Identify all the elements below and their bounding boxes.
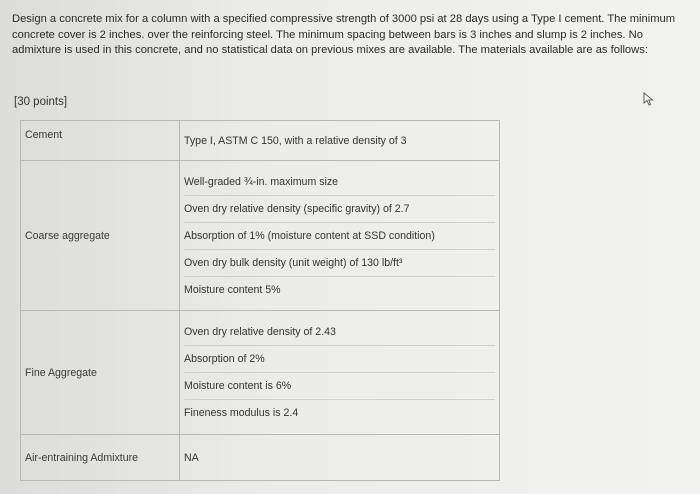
table-row	[21, 435, 500, 481]
table-row	[21, 121, 500, 161]
mouse-cursor-icon	[643, 92, 655, 106]
property-text: NA	[184, 451, 199, 464]
table-row	[21, 311, 500, 435]
property-text: Absorption of 1% (moisture content at SSD condition)	[184, 223, 495, 250]
materials-table	[20, 120, 500, 481]
cement-properties	[180, 121, 500, 161]
property-text: Well-graded ¾-in. maximum size	[184, 169, 495, 196]
points-label: [30 points]	[14, 96, 68, 108]
row-label-coarse-aggregate: Coarse aggregate	[21, 161, 180, 311]
property-text: Absorption of 2%	[184, 346, 495, 373]
property-text: Moisture content is 6%	[184, 373, 495, 400]
admixture-properties	[180, 435, 500, 481]
table-row	[21, 161, 500, 311]
property-text: Moisture content 5%	[184, 283, 281, 296]
coarse-aggregate-properties	[180, 161, 500, 311]
row-label-cement: Cement	[21, 121, 180, 161]
property-text: Oven dry relative density (specific gravity) of 2.7	[184, 196, 495, 223]
property-text: Fineness modulus is 2.4	[184, 407, 299, 419]
problem-statement: Design a concrete mix for a column with a specified compressive strength of 3000 psi at 28 days using a Type I cement. The minimum concrete cover is 2 inches. over the reinforcing steel. The minimum spacing between bars is 3 inches and slump is 2 inches. No admixture is used in this concrete, and no statistical data on previous mixes are available. The materials available are as follows:	[12, 13, 676, 56]
property-text: Oven dry relative density of 2.43	[184, 319, 495, 346]
fine-aggregate-properties	[180, 311, 500, 435]
property-text: Type I, ASTM C 150, with a relative density of 3	[184, 134, 407, 147]
row-label-air-entraining-admixture: Air-entraining Admixture	[21, 435, 180, 481]
property-text: Oven dry bulk density (unit weight) of 130 lb/ft³	[184, 250, 495, 277]
row-label-fine-aggregate: Fine Aggregate	[21, 311, 180, 435]
